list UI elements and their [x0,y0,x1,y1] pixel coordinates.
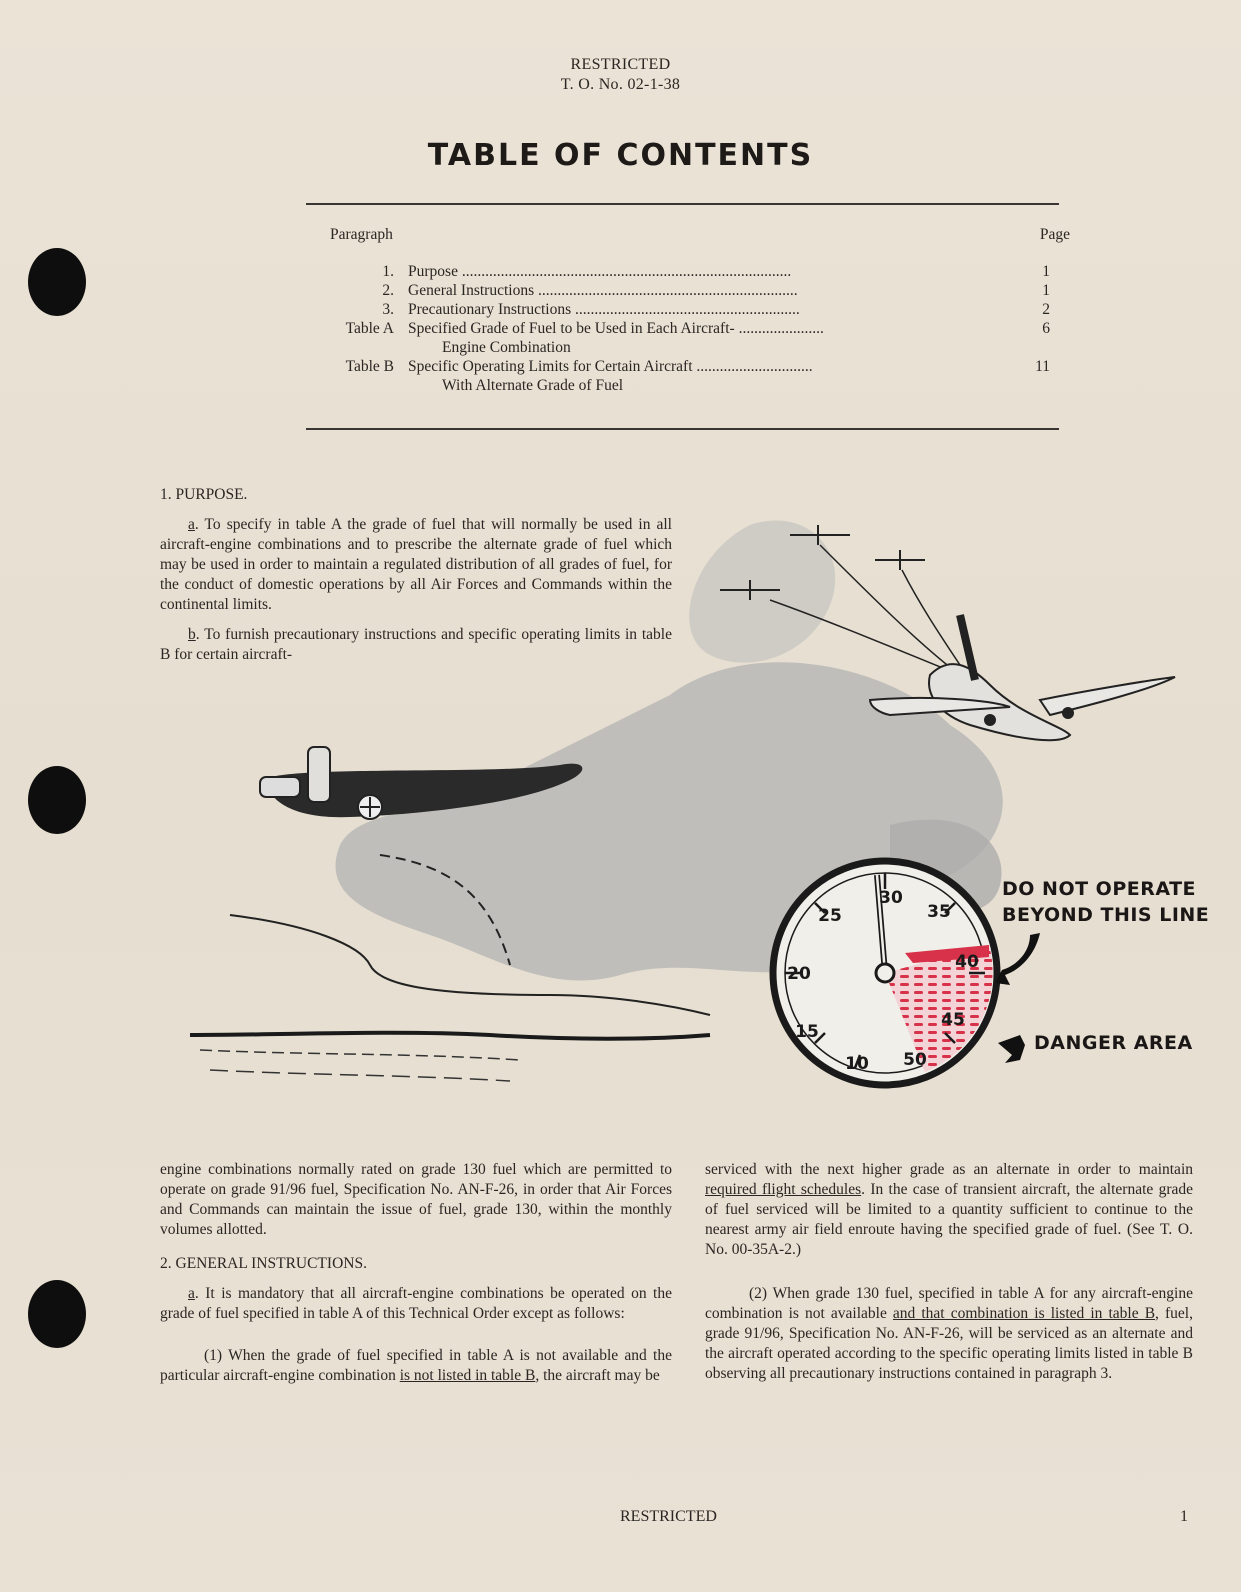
toc-entry-title [408,357,1020,376]
para-text: , the aircraft may be [535,1367,660,1384]
gauge-tick-label: 25 [818,906,842,926]
toc-entry-title-text: Specific Operating Limits for Certain Aircraft [408,358,693,375]
underlined-text: required flight schedules [705,1181,862,1198]
toc-leader-dots: ................................................................... [534,282,798,299]
table-of-contents [330,226,1070,395]
toc-top-rule [306,203,1059,205]
toc-entry-title-text: Specified Grade of Fuel to be Used in Each Aircraft- [408,320,735,337]
toc-entry-title [408,281,1020,300]
toc-entry-page: 1 [1042,263,1050,280]
para-text: , fuel, grade 91/96, Specification No. AN-F-26, will be serviced as an alternate and the aircraft operated according to the specific operating limits listed in table B observing all precautionary instructions contained in paragraph 3. [705,1305,1193,1382]
paragraph-2a2 [705,1284,1193,1384]
gauge-tick-label: 10 [845,1054,869,1074]
header-tech-order: T. O. No. 02-1-38 [560,76,681,93]
para-text: (1) When the grade of fuel specified in table A is not available and the particular aircraft-engine combination [160,1347,672,1384]
para-text: (2) When grade 130 fuel, specified in table A for any aircraft-engine combination is not available [705,1285,1193,1322]
toc-leader-dots: ...................... [734,320,824,337]
paragraph-2a1-continued [705,1160,1193,1260]
binder-hole [28,1280,86,1348]
gauge-tick-label: 30 [879,888,903,908]
header-classification: RESTRICTED [570,56,671,73]
toc-entry-title [408,262,1020,281]
toc-entry-subtitle: With Alternate Grade of Fuel [442,377,624,394]
toc-entry[interactable] [330,357,1050,376]
gauge-tick-label: 50 [903,1050,927,1070]
toc-entry-number: 3. [382,301,394,318]
toc-entry-number: 1. [382,263,394,280]
toc-entry[interactable] [330,262,1050,281]
toc-entry-number: Table B [345,358,394,375]
toc-entry-number: Table A [345,320,394,337]
para-text: . To specify in table A the grade of fuel that will normally be used in all aircraft-engine combinations and to prescribe the alternate grade of fuel which may be used in order to maintain a regulated distribution of all grades of fuel, for the conduct of domestic operations by all Air Forces and Commands within the continental limits. [160,516,672,613]
gauge-tick-label: 45 [941,1010,965,1030]
fuel-gauge [773,861,997,1085]
toc-column-page: Page [1039,226,1070,243]
arrow-icon [998,1035,1025,1063]
footer-classification: RESTRICTED [620,1508,717,1525]
gauge-tick-label: 20 [787,964,811,984]
toc-leader-dots: .......................................................... [571,301,800,318]
underlined-text: is not listed in table B [399,1367,536,1384]
toc-entry-title-text: General Instructions [408,282,535,299]
toc-entry-page: 11 [1035,358,1050,375]
toc-entry[interactable] [330,300,1050,319]
para-label: b [188,626,196,643]
para-text: serviced with the next higher grade as an alternate in order to maintain [705,1161,1193,1178]
page-title: TABLE OF CONTENTS [427,138,814,173]
toc-leader-dots: .............................. [692,358,813,375]
callout-do-not-operate [1002,876,1209,928]
horizon-line [190,1033,710,1039]
arrow-icon [995,933,1040,985]
para-text: . To furnish precautionary instructions and specific operating limits in table B for certain aircraft- [160,626,672,663]
paragraph-1b-continued: engine combinations normally rated on grade 130 fuel which are permitted to operate on grade 91/96 fuel, Specification No. AN-F-26, in order that Air Forces and Commands can maintain the issue of fuel, grade 130, within the monthly volumes allotted. [160,1161,672,1238]
toc-entry-subtitle: Engine Combination [442,339,571,356]
toc-leader-dots: ..................................................................................... [457,263,792,280]
binder-hole [28,766,86,834]
paragraph-2a [160,1284,672,1324]
section-heading-purpose: 1. PURPOSE. [160,486,248,503]
right-column-lower [705,1160,1193,1394]
toc-entry-title-text: Purpose [408,263,458,280]
callout-danger-area: DANGER AREA [1034,1032,1193,1054]
toc-entry[interactable] [330,281,1050,300]
callout-line: DO NOT OPERATE [1002,878,1197,900]
toc-entry-title [408,300,1020,319]
toc-entry-number: 2. [382,282,394,299]
paragraph-2a1 [160,1346,672,1386]
gauge-tick-label: 40 [955,952,979,972]
section-heading-general: 2. GENERAL INSTRUCTIONS. [160,1255,367,1272]
toc-entry-title [408,319,1020,338]
toc-entry-page: 2 [1042,301,1050,318]
page-number: 1 [1180,1508,1188,1525]
gauge-tick-label: 35 [927,902,951,922]
left-column-lower [160,1160,672,1396]
para-label: a [188,1285,195,1302]
gauge-tick-label: 15 [795,1022,819,1042]
underlined-text: and that combination is listed in table B [892,1305,1156,1322]
toc-bottom-rule [306,428,1059,430]
toc-entry-title-text: Precautionary Instructions [408,301,572,318]
toc-column-paragraph: Paragraph [330,226,393,243]
binder-hole [28,248,86,316]
toc-entry[interactable] [330,319,1050,338]
callout-line: BEYOND THIS LINE [1002,904,1210,926]
toc-entry-page: 6 [1042,320,1050,337]
para-label: a [188,516,195,533]
toc-entry-page: 1 [1042,282,1050,299]
para-text: . It is mandatory that all aircraft-engine combinations be operated on the grade of fuel specified in table A of this Technical Order except as follows: [160,1285,672,1322]
para-text: . In the case of transient aircraft, the alternate grade of fuel serviced will be limited to a quantity sufficient to continue to the nearest army air field enroute having the specified grade of fuel. (See T. O. No. 00-35A-2.) [705,1181,1193,1258]
